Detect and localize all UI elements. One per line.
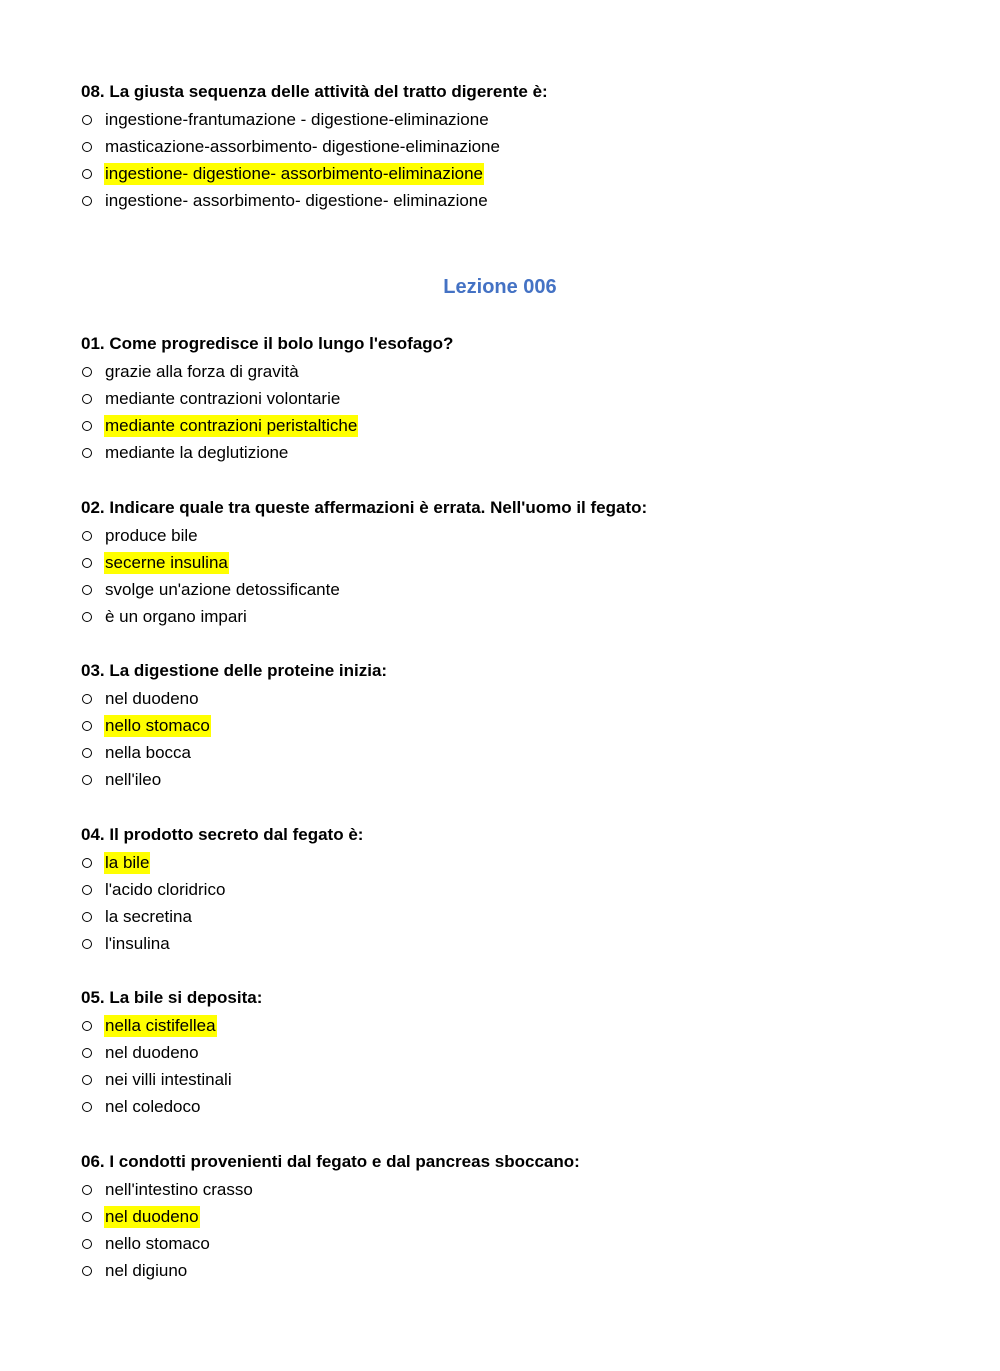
circle-bullet-icon [82, 885, 92, 895]
circle-bullet-icon [82, 748, 92, 758]
circle-bullet-icon [82, 721, 92, 731]
circle-bullet-icon [82, 367, 92, 377]
option-text: la secretina [105, 906, 192, 926]
circle-bullet-icon [82, 448, 92, 458]
answer-option [81, 385, 941, 412]
circle-bullet-icon [82, 1185, 92, 1195]
answer-option [81, 1012, 941, 1039]
option-text: produce bile [105, 525, 198, 545]
answer-option [81, 1093, 941, 1120]
answer-option [81, 160, 941, 187]
option-text: nel duodeno [105, 1206, 199, 1226]
option-text: l'acido cloridrico [105, 879, 226, 899]
question-text: 02. Indicare quale tra queste affermazioni è errata. Nell'uomo il fegato: [81, 498, 648, 517]
circle-bullet-icon [82, 858, 92, 868]
question-block [81, 78, 941, 214]
answer-option [81, 133, 941, 160]
option-text: svolge un'azione detossificante [105, 579, 340, 599]
answer-option [81, 766, 941, 793]
option-text: mediante contrazioni volontarie [105, 388, 341, 408]
circle-bullet-icon [82, 694, 92, 704]
option-text: grazie alla forza di gravità [105, 361, 299, 381]
circle-bullet-icon [82, 1266, 92, 1276]
question-text: 01. Come progredisce il bolo lungo l'esofago? [81, 334, 454, 353]
option-text: nel digiuno [105, 1260, 188, 1280]
option-text: la bile [105, 852, 150, 872]
answer-option [81, 1230, 941, 1257]
circle-bullet-icon [82, 1075, 92, 1085]
answer-option [81, 1039, 941, 1066]
circle-bullet-icon [82, 394, 92, 404]
circle-bullet-icon [82, 1102, 92, 1112]
circle-bullet-icon [82, 421, 92, 431]
option-text: nel duodeno [105, 688, 199, 708]
question-block [81, 1148, 941, 1284]
option-text: l'insulina [105, 933, 170, 953]
question-text: 08. La giusta sequenza delle attività del tratto digerente è: [81, 82, 548, 101]
question-text: 03. La digestione delle proteine inizia: [81, 661, 388, 680]
option-text: nella cistifellea [105, 1015, 216, 1035]
option-text: mediante contrazioni peristaltiche [105, 415, 358, 435]
circle-bullet-icon [82, 196, 92, 206]
option-text: ingestione- digestione- assorbimento-eliminazione [105, 163, 483, 183]
option-text: nello stomaco [105, 715, 210, 735]
option-text: nei villi intestinali [105, 1069, 232, 1089]
question-block [81, 494, 941, 630]
circle-bullet-icon [82, 912, 92, 922]
question-block [81, 657, 941, 793]
answer-option [81, 187, 941, 214]
option-text: nell'ileo [105, 769, 162, 789]
option-text: nello stomaco [105, 1233, 210, 1253]
option-text: secerne insulina [105, 552, 228, 572]
option-text: è un organo impari [105, 606, 247, 626]
answer-option [81, 685, 941, 712]
circle-bullet-icon [82, 939, 92, 949]
option-text: nella bocca [105, 742, 192, 762]
answer-option [81, 549, 941, 576]
answer-option [81, 603, 941, 630]
answer-option [81, 522, 941, 549]
circle-bullet-icon [82, 142, 92, 152]
circle-bullet-icon [82, 1239, 92, 1249]
question-block [81, 330, 941, 466]
circle-bullet-icon [82, 1212, 92, 1222]
circle-bullet-icon [82, 585, 92, 595]
answer-option [81, 412, 941, 439]
answer-option [81, 876, 941, 903]
answer-option [81, 739, 941, 766]
option-text: ingestione- assorbimento- digestione- eliminazione [105, 190, 488, 210]
question-text: 04. Il prodotto secreto dal fegato è: [81, 825, 364, 844]
circle-bullet-icon [82, 1021, 92, 1031]
answer-option [81, 106, 941, 133]
option-text: nell'intestino crasso [105, 1179, 253, 1199]
answer-option [81, 358, 941, 385]
answer-option [81, 1176, 941, 1203]
question-block [81, 984, 941, 1120]
answer-option [81, 1257, 941, 1284]
option-text: nel coledoco [105, 1096, 201, 1116]
question-text: 05. La bile si deposita: [81, 988, 263, 1007]
lesson-title: Lezione 006 [443, 276, 557, 298]
answer-option [81, 849, 941, 876]
answer-option [81, 930, 941, 957]
answer-option [81, 1066, 941, 1093]
circle-bullet-icon [82, 558, 92, 568]
option-text: mediante la deglutizione [105, 442, 289, 462]
circle-bullet-icon [82, 1048, 92, 1058]
option-text: masticazione-assorbimento- digestione-eliminazione [105, 136, 500, 156]
answer-option [81, 903, 941, 930]
option-text: ingestione-frantumazione - digestione-eliminazione [105, 109, 489, 129]
circle-bullet-icon [82, 169, 92, 179]
answer-option [81, 576, 941, 603]
answer-option [81, 1203, 941, 1230]
answer-option [81, 712, 941, 739]
question-text: 06. I condotti provenienti dal fegato e dal pancreas sboccano: [81, 1152, 580, 1171]
answer-option [81, 439, 941, 466]
circle-bullet-icon [82, 775, 92, 785]
option-text: nel duodeno [105, 1042, 199, 1062]
circle-bullet-icon [82, 115, 92, 125]
circle-bullet-icon [82, 612, 92, 622]
question-block [81, 821, 941, 957]
circle-bullet-icon [82, 531, 92, 541]
